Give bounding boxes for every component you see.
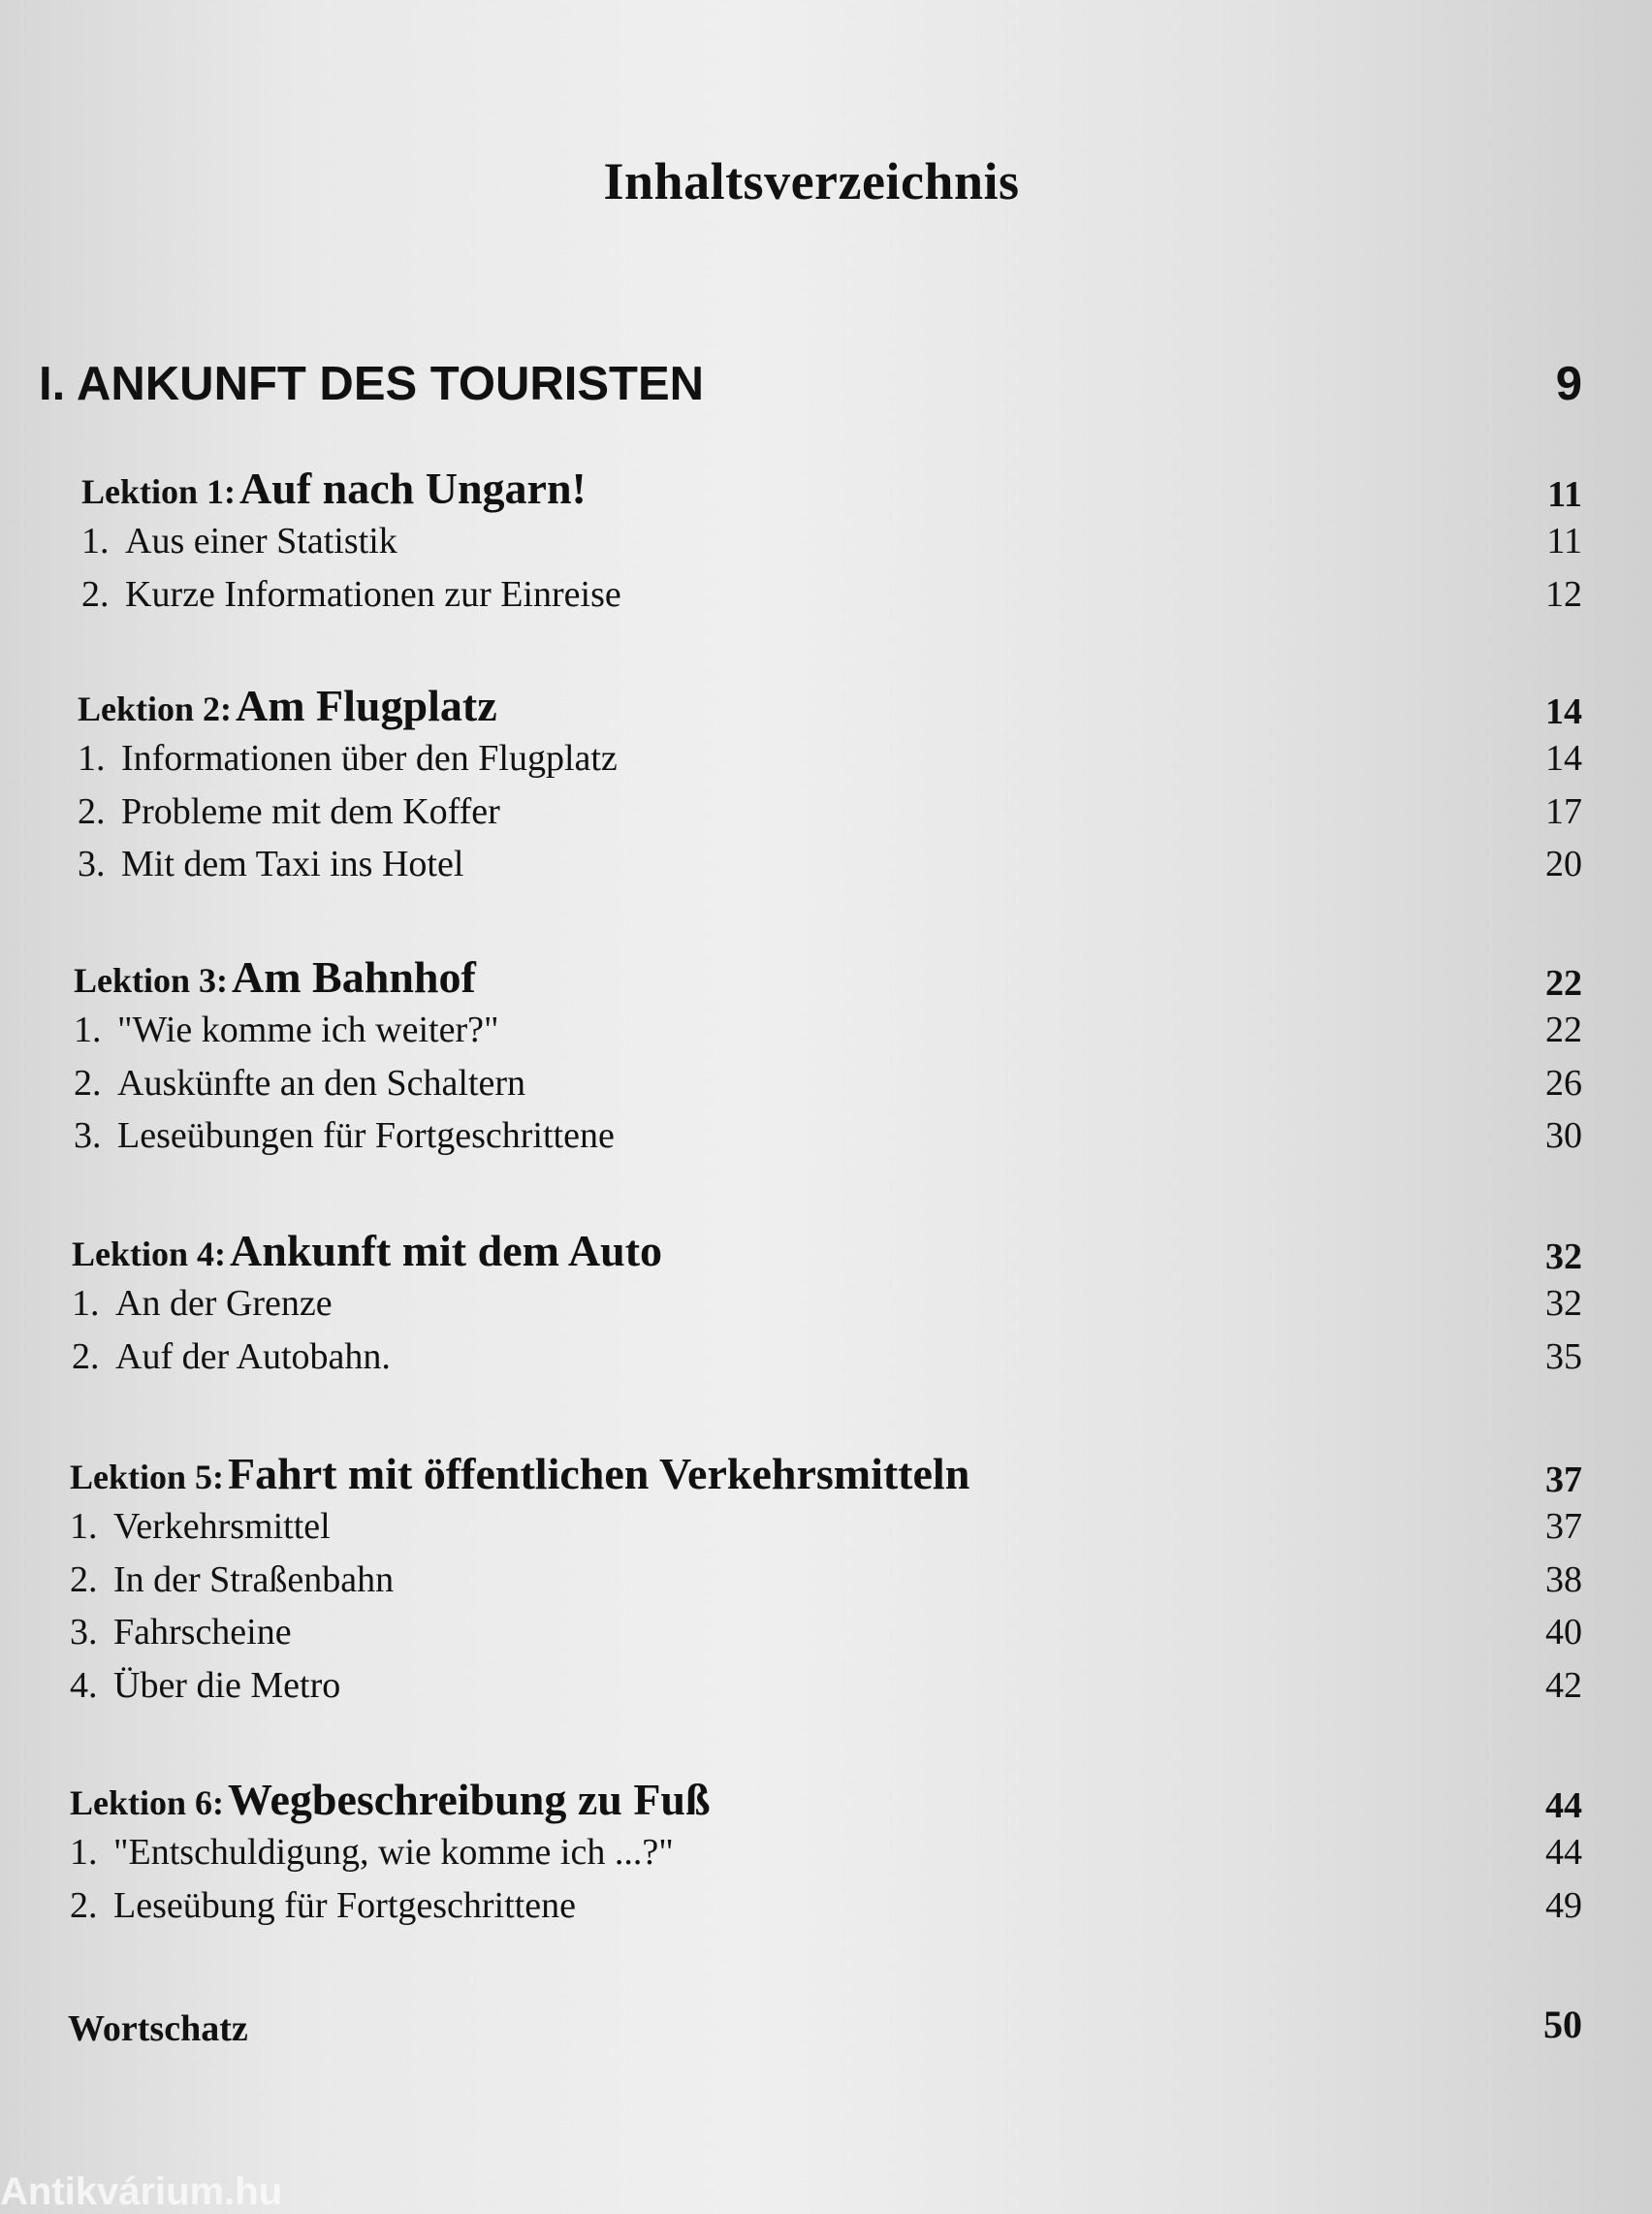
item-page-number: 38 bbox=[1545, 1558, 1582, 1600]
item-number: 1. bbox=[70, 1832, 98, 1873]
lesson-heading bbox=[72, 1226, 1582, 1282]
lesson-prefix: Lektion 2: bbox=[78, 690, 233, 728]
lesson-title bbox=[74, 951, 476, 1003]
lesson-name: Am Flugplatz bbox=[236, 681, 497, 730]
lesson-page-number: 44 bbox=[1545, 1785, 1582, 1826]
item-page-number: 49 bbox=[1545, 1884, 1582, 1926]
item-number: 2. bbox=[81, 573, 110, 615]
toc-item bbox=[78, 737, 1582, 790]
item-number: 3. bbox=[78, 844, 106, 884]
item-text: Kurze Informationen zur Einreise bbox=[125, 573, 621, 615]
item-number: 1. bbox=[72, 1283, 100, 1324]
item-page-number: 44 bbox=[1545, 1832, 1582, 1873]
toc-item bbox=[78, 790, 1582, 844]
toc-item bbox=[70, 1831, 1582, 1884]
lesson-prefix: Lektion 3: bbox=[74, 961, 229, 1000]
item-text: An der Grenze bbox=[115, 1283, 333, 1324]
watermark: Antikvárium.hu bbox=[0, 2170, 283, 2213]
item-page-number: 40 bbox=[1545, 1612, 1582, 1652]
item-number: 1. bbox=[78, 738, 106, 779]
vocabulary-row bbox=[68, 1998, 1582, 2056]
lesson-4 bbox=[72, 1226, 1582, 1388]
item-page-number: 20 bbox=[1545, 844, 1582, 884]
item-page-number: 42 bbox=[1545, 1664, 1582, 1706]
lesson-heading bbox=[78, 681, 1582, 737]
toc-item bbox=[81, 520, 1582, 573]
lesson-name: Wegbeschreibung zu Fuß bbox=[228, 1775, 711, 1824]
item-page-number: 32 bbox=[1545, 1283, 1582, 1324]
lesson-heading bbox=[81, 464, 1582, 520]
item-text: Leseübungen für Fortgeschrittene bbox=[117, 1115, 615, 1156]
lesson-page-number: 11 bbox=[1547, 474, 1582, 515]
item-text: Auskünfte an den Schaltern bbox=[117, 1062, 526, 1104]
lesson-title bbox=[81, 463, 587, 514]
item-text: Verkehrsmittel bbox=[113, 1506, 331, 1547]
lesson-page-number: 14 bbox=[1545, 691, 1582, 732]
item-page-number: 17 bbox=[1545, 790, 1582, 832]
item-number: 3. bbox=[74, 1115, 102, 1156]
item-page-number: 14 bbox=[1545, 738, 1582, 779]
lesson-prefix: Lektion 5: bbox=[70, 1458, 225, 1496]
lesson-page-number: 32 bbox=[1545, 1236, 1582, 1277]
item-number: 2. bbox=[70, 1884, 98, 1926]
item-number: 1. bbox=[74, 1010, 102, 1050]
lesson-page-number: 22 bbox=[1545, 963, 1582, 1004]
item-page-number: 37 bbox=[1545, 1506, 1582, 1547]
lesson-name: Ankunft mit dem Auto bbox=[230, 1226, 663, 1275]
part-heading-row bbox=[39, 357, 1582, 425]
toc-item bbox=[70, 1884, 1582, 1938]
toc-item bbox=[74, 1062, 1582, 1115]
item-number: 2. bbox=[74, 1062, 102, 1104]
page-title: Inhaltsverzeichnis bbox=[603, 152, 1020, 210]
vocabulary-page-number: 50 bbox=[1543, 2003, 1582, 2046]
lesson-heading bbox=[70, 1449, 1582, 1505]
item-page-number: 26 bbox=[1545, 1062, 1582, 1104]
lesson-6 bbox=[70, 1775, 1582, 1937]
item-page-number: 30 bbox=[1545, 1115, 1582, 1156]
item-number: 2. bbox=[78, 790, 106, 832]
item-text: Mit dem Taxi ins Hotel bbox=[121, 844, 464, 884]
lesson-name: Auf nach Ungarn! bbox=[239, 464, 587, 513]
item-number: 4. bbox=[70, 1664, 98, 1706]
lesson-name: Fahrt mit öffentlichen Verkehrsmitteln bbox=[228, 1449, 970, 1498]
part-title: I. ANKUNFT DES TOURISTEN bbox=[39, 358, 705, 410]
toc-item bbox=[70, 1558, 1582, 1612]
lesson-prefix: Lektion 1: bbox=[81, 472, 237, 511]
lesson-heading bbox=[74, 952, 1582, 1009]
part-page-number: 9 bbox=[1555, 358, 1582, 410]
lesson-5 bbox=[70, 1449, 1582, 1717]
toc-item bbox=[70, 1664, 1582, 1717]
toc-item bbox=[72, 1282, 1582, 1335]
item-text: "Wie komme ich weiter?" bbox=[117, 1010, 499, 1050]
toc-item bbox=[81, 573, 1582, 626]
lesson-prefix: Lektion 4: bbox=[72, 1235, 227, 1273]
item-page-number: 12 bbox=[1545, 573, 1582, 615]
lesson-heading bbox=[70, 1775, 1582, 1831]
lesson-prefix: Lektion 6: bbox=[70, 1783, 225, 1822]
item-page-number: 35 bbox=[1545, 1335, 1582, 1377]
item-number: 2. bbox=[70, 1558, 98, 1600]
toc-item bbox=[72, 1335, 1582, 1389]
vocabulary-title: Wortschatz bbox=[68, 2008, 248, 2049]
item-number: 3. bbox=[70, 1612, 98, 1652]
item-page-number: 11 bbox=[1546, 521, 1582, 562]
toc-item bbox=[70, 1505, 1582, 1558]
lesson-title bbox=[70, 1774, 711, 1825]
item-text: Über die Metro bbox=[113, 1664, 341, 1706]
toc-item bbox=[70, 1611, 1582, 1664]
lesson-name: Am Bahnhof bbox=[232, 952, 476, 1002]
toc-item bbox=[78, 843, 1582, 896]
item-number: 2. bbox=[72, 1335, 100, 1377]
lesson-page-number: 37 bbox=[1545, 1460, 1582, 1500]
item-text: In der Straßenbahn bbox=[113, 1558, 395, 1600]
lesson-1 bbox=[81, 464, 1582, 626]
lesson-3 bbox=[74, 952, 1582, 1168]
lesson-title bbox=[70, 1448, 969, 1499]
lesson-2 bbox=[78, 681, 1582, 896]
item-text: Auf der Autobahn. bbox=[115, 1335, 391, 1377]
item-text: Leseübung für Fortgeschrittene bbox=[113, 1884, 576, 1926]
item-number: 1. bbox=[81, 521, 110, 562]
toc-item bbox=[74, 1009, 1582, 1062]
lesson-title bbox=[78, 680, 497, 731]
item-page-number: 22 bbox=[1545, 1010, 1582, 1050]
item-text: Fahrscheine bbox=[113, 1612, 292, 1652]
item-text: Probleme mit dem Koffer bbox=[121, 790, 500, 832]
item-text: "Entschuldigung, wie komme ich ...?" bbox=[113, 1832, 674, 1873]
toc-item bbox=[74, 1114, 1582, 1168]
lesson-title bbox=[72, 1225, 662, 1276]
item-text: Informationen über den Flugplatz bbox=[121, 738, 618, 779]
item-text: Aus einer Statistik bbox=[125, 521, 397, 562]
item-number: 1. bbox=[70, 1506, 98, 1547]
